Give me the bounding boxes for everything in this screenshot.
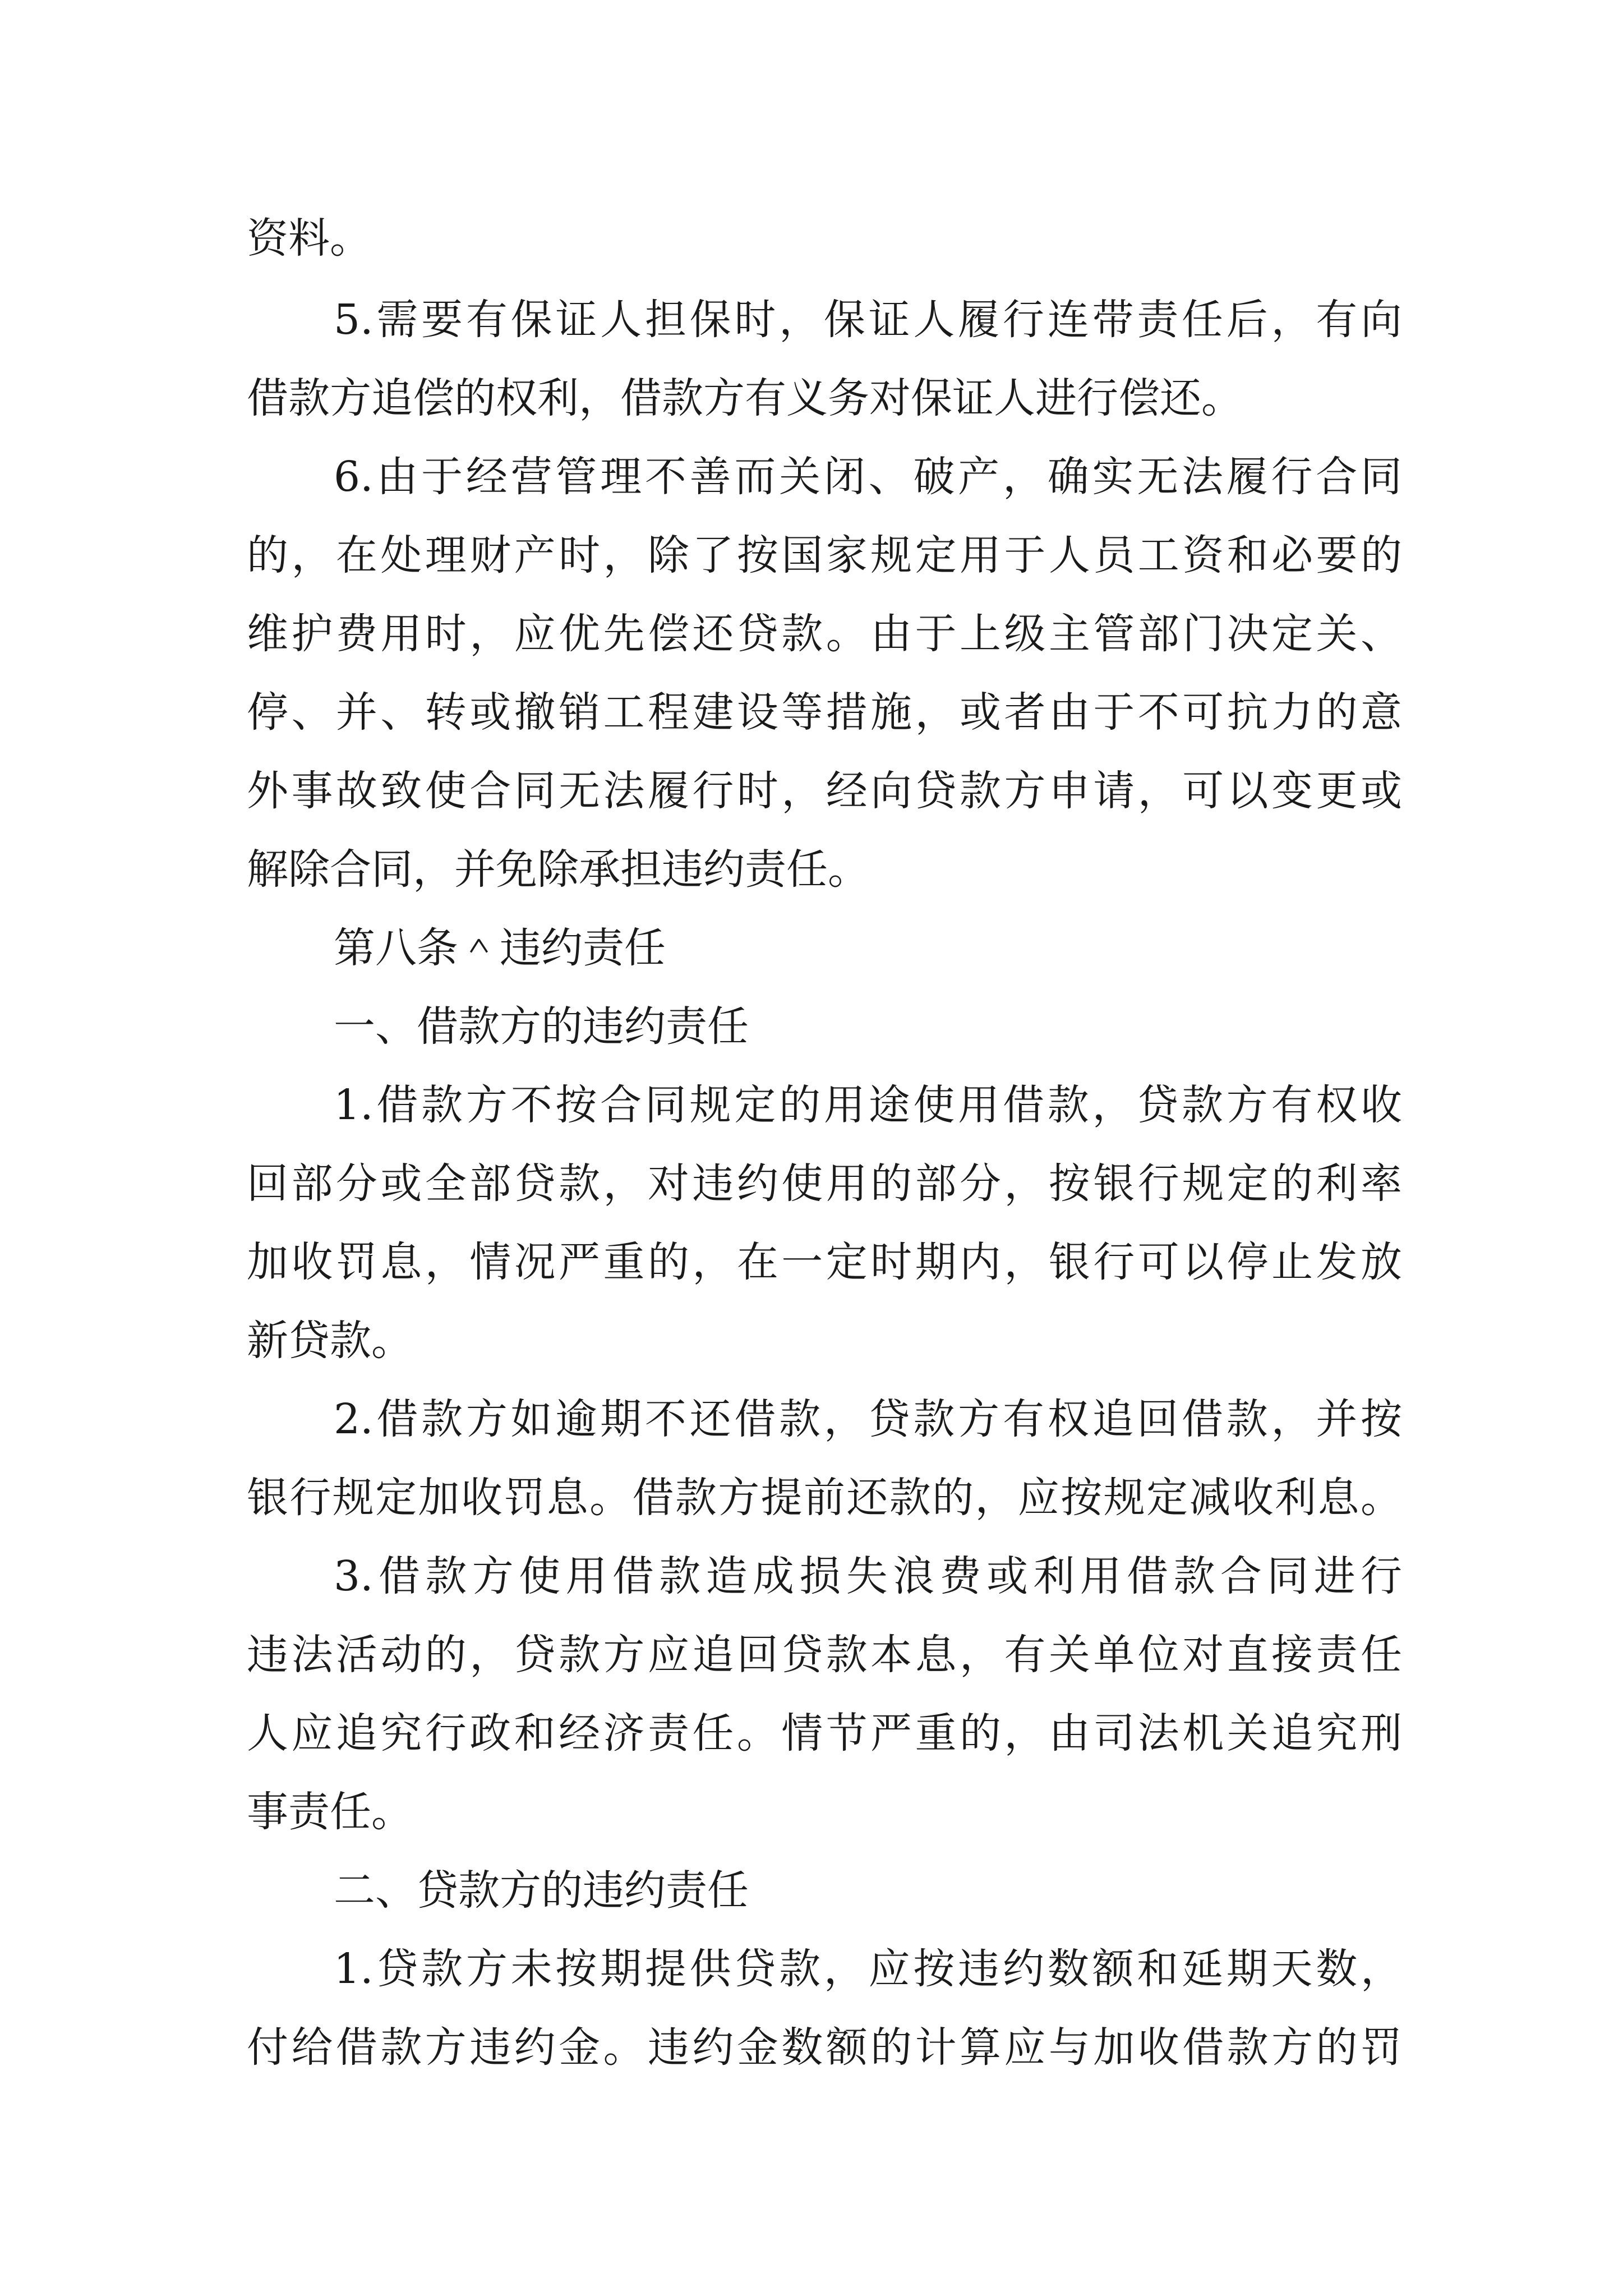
text-line: 付给借款方违约金。违约金数额的计算应与加收借款方的罚 xyxy=(247,2023,1402,2072)
section-heading: 二、贷款方的违约责任 xyxy=(334,1866,749,1915)
text-line: 6.由于经营管理不善而关闭、破产，确实无法履行合同 xyxy=(334,453,1402,501)
text-line: 回部分或全部贷款，对违约使用的部分，按银行规定的利率 xyxy=(247,1159,1402,1208)
section-heading: 一、借款方的违约责任 xyxy=(334,1002,749,1051)
text-line: 加收罚息，情况严重的，在一定时期内，银行可以停止发放 xyxy=(247,1238,1402,1286)
text-line: 违法活动的，贷款方应追回贷款本息，有关单位对直接责任 xyxy=(247,1631,1402,1679)
text-line: 1.贷款方未按期提供贷款，应按违约数额和延期天数， xyxy=(334,1945,1402,1993)
article-heading: 第八条＾违约责任 xyxy=(334,924,666,972)
text-line: 维护费用时，应优先偿还贷款。由于上级主管部门决定关、 xyxy=(247,610,1402,658)
text-line: 人应追究行政和经济责任。情节严重的，由司法机关追究刑 xyxy=(247,1709,1402,1757)
text-line: 借款方追偿的权利，借款方有义务对保证人进行偿还。 xyxy=(247,374,1243,422)
text-line: 解除合同，并免除承担违约责任。 xyxy=(247,845,869,894)
text-line: 资料。 xyxy=(247,214,371,263)
text-line: 新贷款。 xyxy=(247,1317,413,1365)
text-line: 银行规定加收罚息。借款方提前还款的，应按规定减收利息。 xyxy=(247,1474,1402,1522)
text-line: 2.借款方如逾期不还借款，贷款方有权追回借款，并按 xyxy=(334,1395,1402,1443)
text-line: 停、并、转或撤销工程建设等措施，或者由于不可抗力的意 xyxy=(247,688,1402,737)
text-line: 1.借款方不按合同规定的用途使用借款，贷款方有权收 xyxy=(334,1081,1402,1129)
text-line: 5.需要有保证人担保时，保证人履行连带责任后，有向 xyxy=(334,296,1402,344)
text-line: 的，在处理财产时，除了按国家规定用于人员工资和必要的 xyxy=(247,531,1402,579)
text-line: 外事故致使合同无法履行时，经向贷款方申请，可以变更或 xyxy=(247,767,1402,815)
text-line: 事责任。 xyxy=(247,1788,413,1836)
text-line: 3.借款方使用借款造成损失浪费或利用借款合同进行 xyxy=(334,1552,1402,1600)
